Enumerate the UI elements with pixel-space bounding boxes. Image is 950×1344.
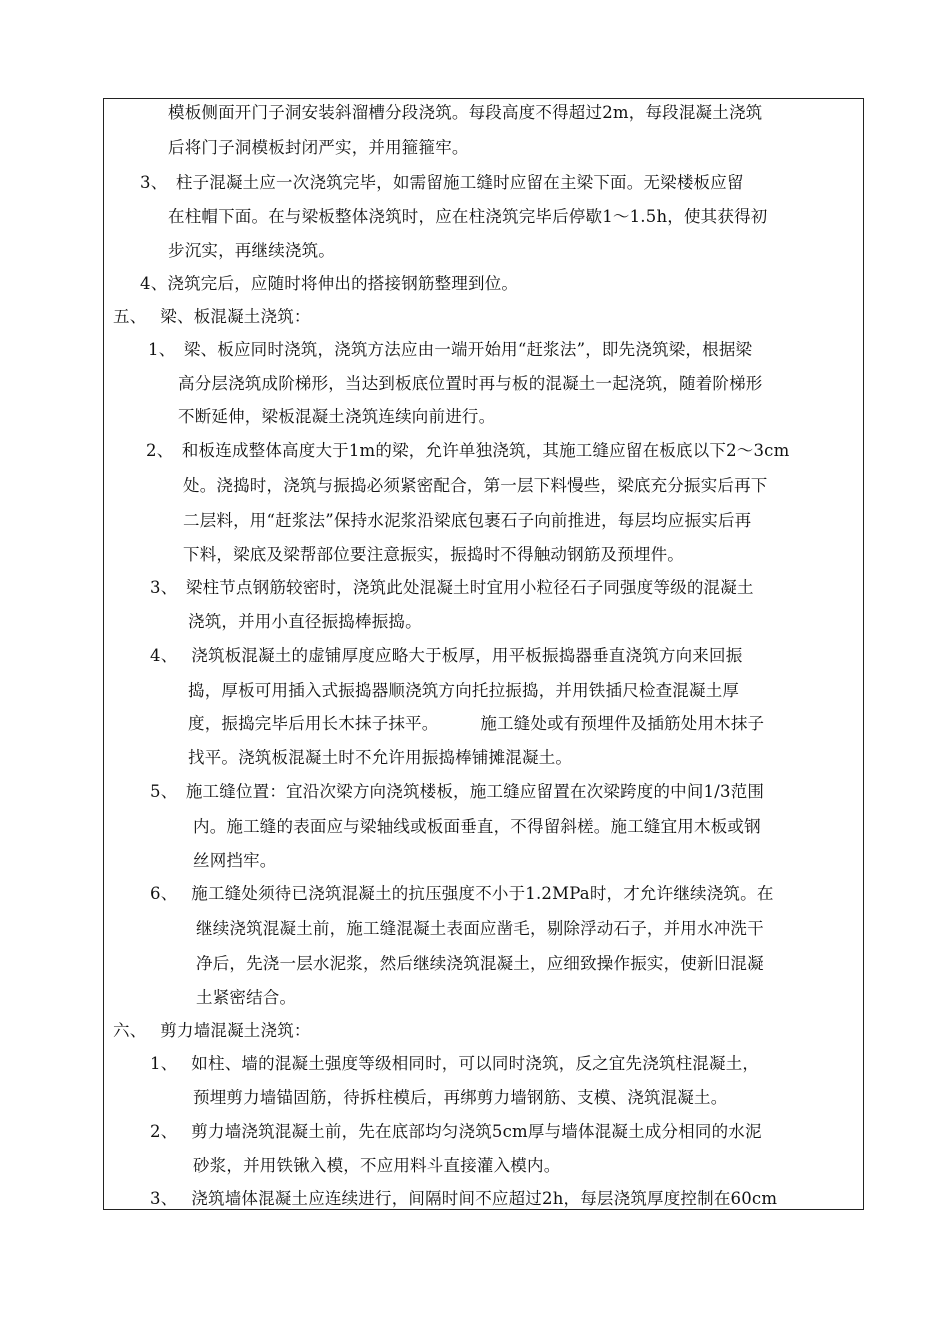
text-line: 度，振捣完毕后用长木抹子抹平。 施工缝处或有预埋件及插筋处用木抹子 <box>188 714 765 733</box>
text-line: 2、 和板连成整体高度大于1m的梁，允许单独浇筑，其施工缝应留在板底以下2～3cm <box>146 441 790 460</box>
text-line: 3、 梁柱节点钢筋较密时，浇筑此处混凝土时宜用小粒径石子同强度等级的混凝土 <box>150 578 754 597</box>
text-line: 1、 梁、板应同时浇筑，浇筑方法应由一端开始用“赶浆法”，即先浇筑梁，根据梁 <box>148 340 753 359</box>
text-line: 二层料，用“赶浆法”保持水泥浆沿梁底包裹石子向前推进，每层均应振实后再 <box>183 511 752 530</box>
text-line: 预埋剪力墙锚固筋，待拆柱模后，再绑剪力墙钢筋、支模、浇筑混凝土。 <box>193 1088 728 1107</box>
text-line: 内。施工缝的表面应与梁轴线或板面垂直，不得留斜槎。施工缝宜用木板或钢 <box>193 817 761 836</box>
section-heading: 六、 剪力墙混凝土浇筑： <box>113 1021 311 1040</box>
text-line: 1、 如柱、墙的混凝土强度等级相同时，可以同时浇筑，反之宜先浇筑柱混凝土， <box>150 1054 760 1073</box>
text-line: 6、 施工缝处须待已浇筑混凝土的抗压强度不小于1.2MPa时，才允许继续浇筑。在 <box>150 884 774 903</box>
text-line: 净后，先浇一层水泥浆，然后继续浇筑混凝土，应细致操作振实，使新旧混凝 <box>196 954 764 973</box>
text-line: 高分层浇筑成阶梯形，当达到板底位置时再与板的混凝土一起浇筑，随着阶梯形 <box>178 374 763 393</box>
text-line: 2、 剪力墙浇筑混凝土前，先在底部均匀浇筑5cm厚与墙体混凝土成分相同的水泥 <box>150 1122 762 1141</box>
text-line: 步沉实，再继续浇筑。 <box>168 241 335 260</box>
text-line: 土紧密结合。 <box>196 988 297 1007</box>
text-line: 4、 浇筑板混凝土的虚铺厚度应略大于板厚，用平板振捣器垂直浇筑方向来回振 <box>150 646 743 665</box>
text-line: 模板侧面开门子洞安装斜溜槽分段浇筑。每段高度不得超过2m，每段混凝土浇筑 <box>168 103 763 122</box>
text-line: 3、 柱子混凝土应一次浇筑完毕，如需留施工缝时应留在主梁下面。无梁楼板应留 <box>140 173 744 192</box>
text-line: 浇筑，并用小直径振捣棒振捣。 <box>188 612 422 631</box>
text-line: 不断延伸，梁板混凝土浇筑连续向前进行。 <box>178 407 496 426</box>
text-line: 处。浇捣时，浇筑与振捣必须紧密配合，第一层下料慢些，梁底充分振实后再下 <box>183 476 768 495</box>
text-line: 5、 施工缝位置：宜沿次梁方向浇筑楼板，施工缝应留置在次梁跨度的中间1/3范围 <box>150 782 765 801</box>
text-line: 继续浇筑混凝土前，施工缝混凝土表面应凿毛，剔除浮动石子，并用水冲洗干 <box>196 919 764 938</box>
text-line: 下料，梁底及梁帮部位要注意振实，振捣时不得触动钢筋及预埋件。 <box>183 545 684 564</box>
text-line: 3、 浇筑墙体混凝土应连续进行，间隔时间不应超过2h，每层浇筑厚度控制在60cm <box>150 1189 778 1208</box>
text-line: 丝网挡牢。 <box>193 851 277 870</box>
text-line: 后将门子洞模板封闭严实，并用箍箍牢。 <box>168 138 469 157</box>
text-line: 砂浆，并用铁锹入模，不应用料斗直接灌入模内。 <box>193 1156 561 1175</box>
section-heading: 五、 梁、板混凝土浇筑： <box>113 307 311 326</box>
text-line: 捣，厚板可用插入式振捣器顺浇筑方向托拉振捣，并用铁插尺检查混凝土厚 <box>188 681 740 700</box>
text-line: 在柱帽下面。在与梁板整体浇筑时，应在柱浇筑完毕后停歇1～1.5h，使其获得初 <box>168 207 768 226</box>
text-line: 4、浇筑完后，应随时将伸出的搭接钢筋整理到位。 <box>140 274 519 293</box>
text-line: 找平。浇筑板混凝土时不允许用振捣棒铺摊混凝土。 <box>188 748 573 767</box>
